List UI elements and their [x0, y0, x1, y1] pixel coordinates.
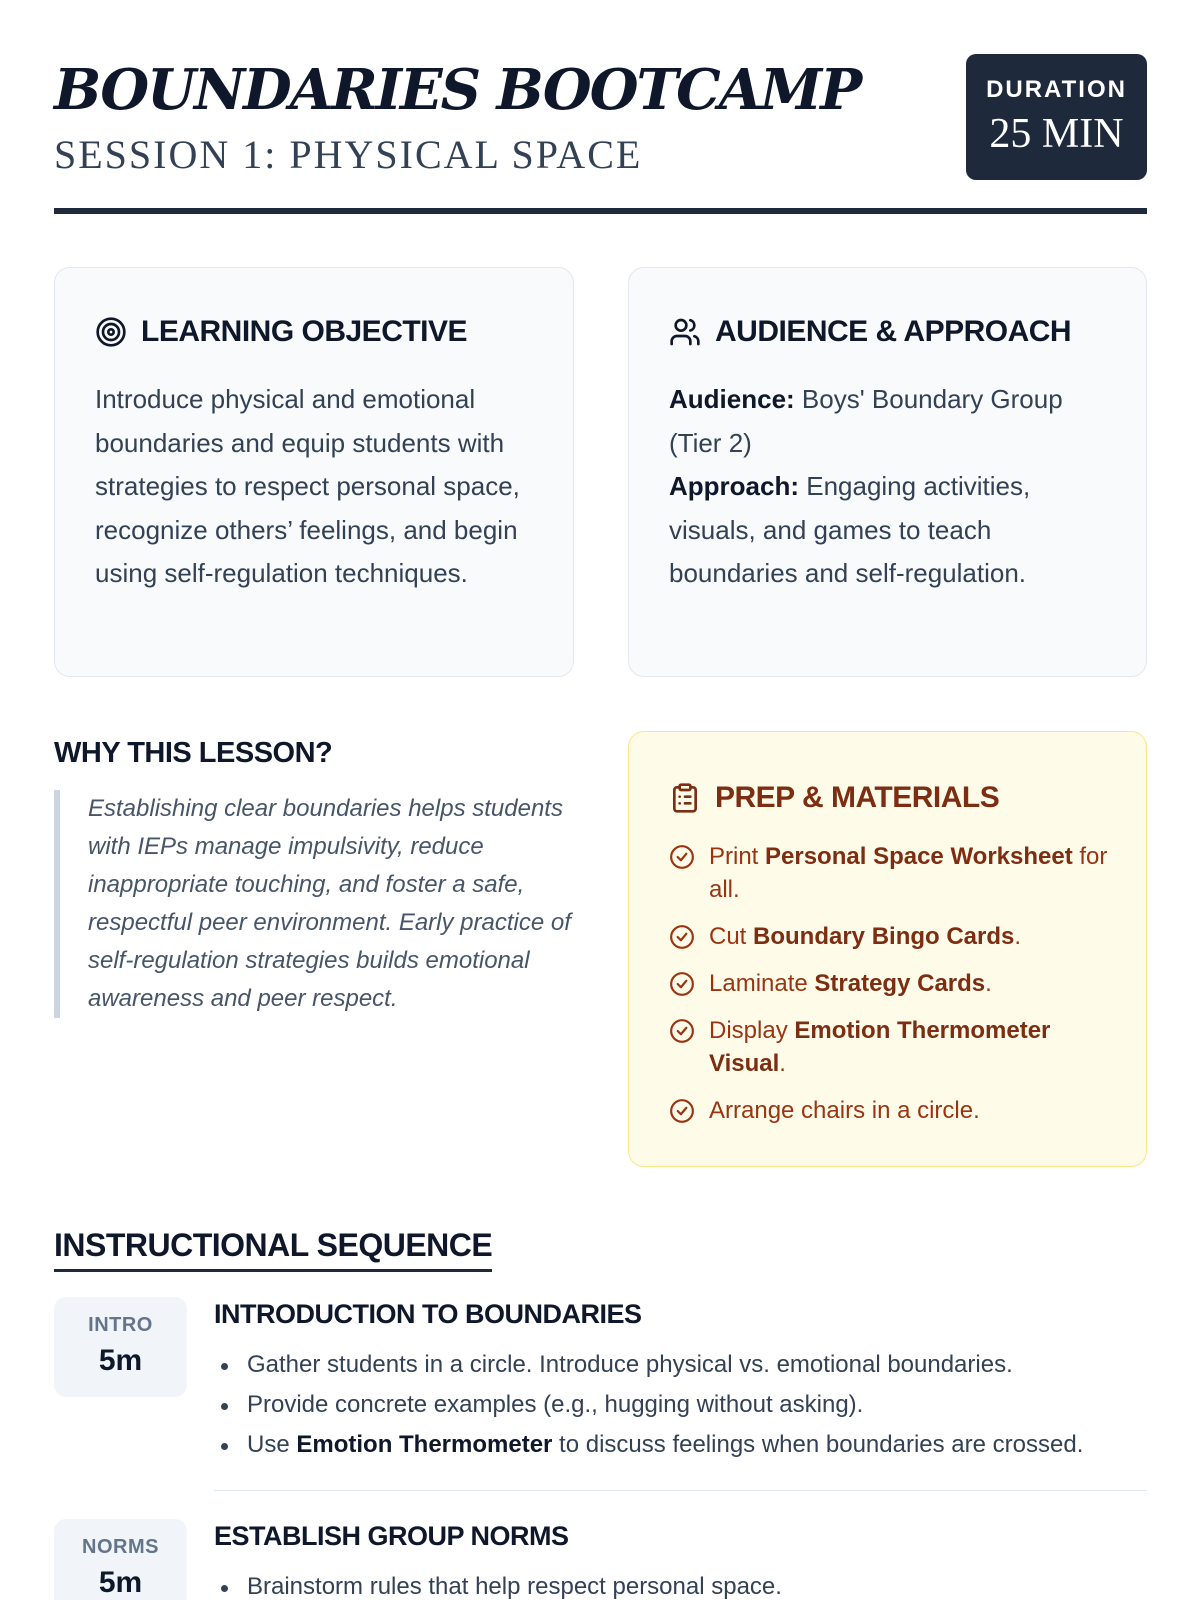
prep-item [669, 1094, 1109, 1127]
step-bullet [214, 1425, 1147, 1465]
check-circle-icon [669, 924, 695, 950]
target-icon [95, 316, 127, 348]
lesson-header [54, 52, 1147, 212]
learning-objective-card [54, 267, 574, 677]
duration-label: DURATION [986, 76, 1127, 103]
bullet-suffix: to discuss feelings when boundaries are crossed. [552, 1431, 1084, 1458]
header-divider [54, 208, 1147, 214]
check-circle-icon [669, 844, 695, 870]
duration-badge [966, 54, 1147, 180]
audience-line [669, 378, 1119, 465]
step-time-badge [54, 1519, 187, 1600]
why-lesson-quote: Establishing clear boundaries helps students with IEPs manage impulsivity, reduce inappropriate touching, and foster a safe, respectful peer environment. Early practice of self-regulation strategies builds emotional awareness and peer respect. [54, 790, 574, 1018]
prep-item-suffix: for all. [709, 843, 1108, 903]
step-bullet [214, 1567, 1147, 1600]
bullet-text: Gather students in a circle. Introduce physical vs. emotional boundaries. [247, 1351, 1013, 1378]
step-heading: INTRODUCTION TO BOUNDARIES [214, 1299, 642, 1329]
prep-materials-header [669, 778, 999, 818]
step-content [214, 1519, 1147, 1600]
prep-item-text: Display [709, 1017, 795, 1044]
prep-item-text: Arrange chairs in a circle. [709, 1097, 980, 1124]
approach-label: Approach: [669, 471, 799, 501]
learning-objective-text: Introduce physical and emotional boundaries and equip students with strategies to respect personal space, recognize others’ feelings, and begin using self-regulation techniques. [95, 384, 520, 588]
duration-value: 25 MIN [989, 111, 1124, 157]
step-bullet [214, 1385, 1147, 1425]
prep-item-highlight: Personal Space Worksheet [765, 843, 1073, 870]
clipboard-icon [669, 782, 701, 814]
prep-item-text: Cut [709, 923, 754, 950]
bullet-text: Use [247, 1431, 297, 1458]
check-circle-icon [669, 1018, 695, 1044]
prep-materials-title: PREP & MATERIALS [715, 781, 1000, 814]
step-heading: ESTABLISH GROUP NORMS [214, 1521, 569, 1551]
prep-item [669, 920, 1109, 953]
prep-item-suffix: . [985, 970, 992, 997]
lesson-title: BOUNDARIES BOOTCAMP [54, 57, 861, 123]
lesson-page [54, 0, 1147, 1600]
prep-item-highlight: Emotion Thermometer Visual [709, 1017, 1051, 1077]
audience-label: Audience: [669, 384, 795, 414]
prep-item [669, 967, 1109, 1000]
why-lesson-title: WHY THIS LESSON? [54, 737, 333, 769]
step-tag: INTRO [88, 1314, 153, 1336]
step-bullet [214, 1345, 1147, 1385]
step-duration: 5m [98, 1344, 143, 1377]
audience-approach-text [669, 378, 1119, 596]
bullet-text: Provide concrete examples (e.g., hugging without asking). [247, 1391, 864, 1418]
step-bullet-list [214, 1567, 1147, 1600]
prep-item-highlight: Boundary Bingo Cards [753, 923, 1015, 950]
approach-line [669, 465, 1119, 596]
check-circle-icon [669, 1098, 695, 1124]
users-icon [669, 316, 701, 348]
prep-item [669, 840, 1109, 906]
audience-approach-card [628, 267, 1147, 677]
bullet-highlight: Emotion Thermometer [296, 1431, 553, 1458]
prep-materials-card [628, 731, 1147, 1167]
session-subtitle: SESSION 1: PHYSICAL SPACE [54, 132, 643, 177]
prep-item [669, 1014, 1109, 1080]
step-bullet-list [214, 1345, 1147, 1465]
step-divider [214, 1490, 1147, 1491]
prep-item-text: Laminate [709, 970, 815, 997]
prep-item-suffix: . [779, 1050, 786, 1077]
step-content [214, 1297, 1147, 1465]
learning-objective-title: LEARNING OBJECTIVE [141, 315, 468, 348]
audience-approach-header [669, 312, 1071, 352]
audience-approach-title: AUDIENCE & APPROACH [715, 315, 1072, 348]
instructional-sequence-title: INSTRUCTIONAL SEQUENCE [54, 1225, 492, 1272]
prep-item-suffix: . [1014, 923, 1022, 950]
prep-item-text: Print [709, 843, 766, 870]
audience-value: Boys' Boundary Group (Tier 2) [669, 384, 1063, 458]
approach-value: Engaging activities, visuals, and games to teach boundaries and self-regulation. [669, 471, 1031, 588]
step-tag: NORMS [82, 1536, 159, 1558]
step-duration: 5m [98, 1566, 143, 1599]
prep-materials-list [669, 840, 1109, 1141]
learning-objective-header [95, 312, 467, 352]
prep-item-highlight: Strategy Cards [814, 970, 986, 997]
check-circle-icon [669, 971, 695, 997]
bullet-text: Brainstorm rules that help respect personal space. [247, 1573, 782, 1600]
step-time-badge [54, 1297, 187, 1397]
